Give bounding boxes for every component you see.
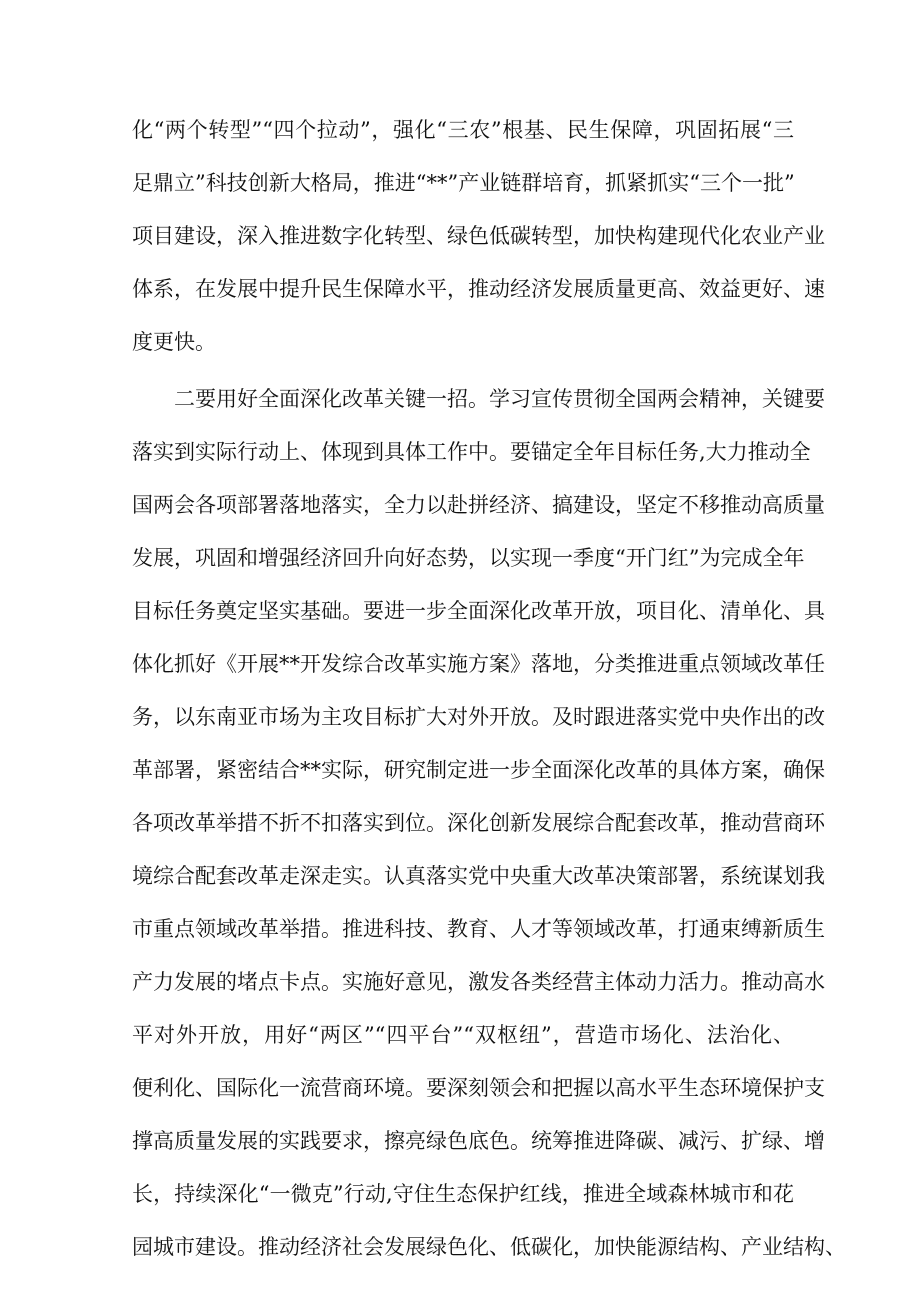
paragraph-2-line-6: 体化抓好《开展**开发综合改革实施方案》落地，分类推进重点领域改革任 xyxy=(132,652,825,676)
paragraph-1-line-5: 度更快。 xyxy=(132,330,216,354)
paragraph-2-line-7: 务，以东南亚市场为主攻目标扩大对外开放。及时跟进落实党中央作出的改 xyxy=(132,705,825,729)
paragraph-2-line-16: 长，持续深化“一微克”行动,守住生态保护红线，推进全域森林城市和花 xyxy=(132,1182,794,1206)
paragraph-2-line-15: 撑高质量发展的实践要求，擦亮绿色底色。统筹推进降碳、减污、扩绿、增 xyxy=(132,1129,825,1153)
paragraph-2-line-5: 目标任务奠定坚实基础。要进一步全面深化改革开放，项目化、清单化、具 xyxy=(132,599,825,623)
paragraph-2-line-10: 境综合配套改革走深走实。认真落实党中央重大改革决策部署，系统谋划我 xyxy=(132,864,825,888)
paragraph-2-line-9: 各项改革举措不折不扣落实到位。深化创新发展综合配套改革，推动营商环 xyxy=(132,811,825,835)
paragraph-2-line-3: 国两会各项部署落地落实，全力以赴拼经济、搞建设，坚定不移推动高质量 xyxy=(132,493,825,517)
paragraph-2-line-17: 园城市建设。推动经济社会发展绿色化、低碳化，加快能源结构、产业结构、 xyxy=(132,1235,846,1259)
paragraph-2-line-14: 便利化、国际化一流营商环境。要深刻领会和把握以高水平生态环境保护支 xyxy=(132,1076,825,1100)
paragraph-2-line-13: 平对外开放，用好“两区”“四平台”“双枢纽”，营造市场化、法治化、 xyxy=(132,1023,794,1047)
paragraph-2-line-11: 市重点领域改革举措。推进科技、教育、人才等领域改革，打通束缚新质生 xyxy=(132,917,825,941)
paragraph-1-line-3: 项目建设，深入推进数字化转型、绿色低碳转型，加快构建现代化农业产业 xyxy=(132,224,825,248)
paragraph-2-line-12: 产力发展的堵点卡点。实施好意见，激发各类经营主体动力活力。推动高水 xyxy=(132,970,825,994)
paragraph-1-line-4: 体系，在发展中提升民生保障水平，推动经济发展质量更高、效益更好、速 xyxy=(132,277,825,301)
paragraph-2-line-2: 落实到实际行动上、体现到具体工作中。要锚定全年目标任务,大力推动全 xyxy=(132,440,811,464)
paragraph-2-line-4: 发展，巩固和增强经济回升向好态势，以实现一季度“开门红”为完成全年 xyxy=(132,546,805,570)
paragraph-2-line-8: 革部署，紧密结合**实际，研究制定进一步全面深化改革的具体方案，确保 xyxy=(132,758,825,782)
paragraph-1-line-1: 化“两个转型”“四个拉动”，强化“三农”根基、民生保障，巩固拓展“三 xyxy=(132,118,794,142)
paragraph-1-line-2: 足鼎立”科技创新大格局，推进“**”产业链群培育，抓紧抓实“三个一批” xyxy=(132,171,795,195)
paragraph-2-line-1: 二要用好全面深化改革关键一招。学习宣传贯彻全国两会精神，关键要 xyxy=(174,387,825,411)
